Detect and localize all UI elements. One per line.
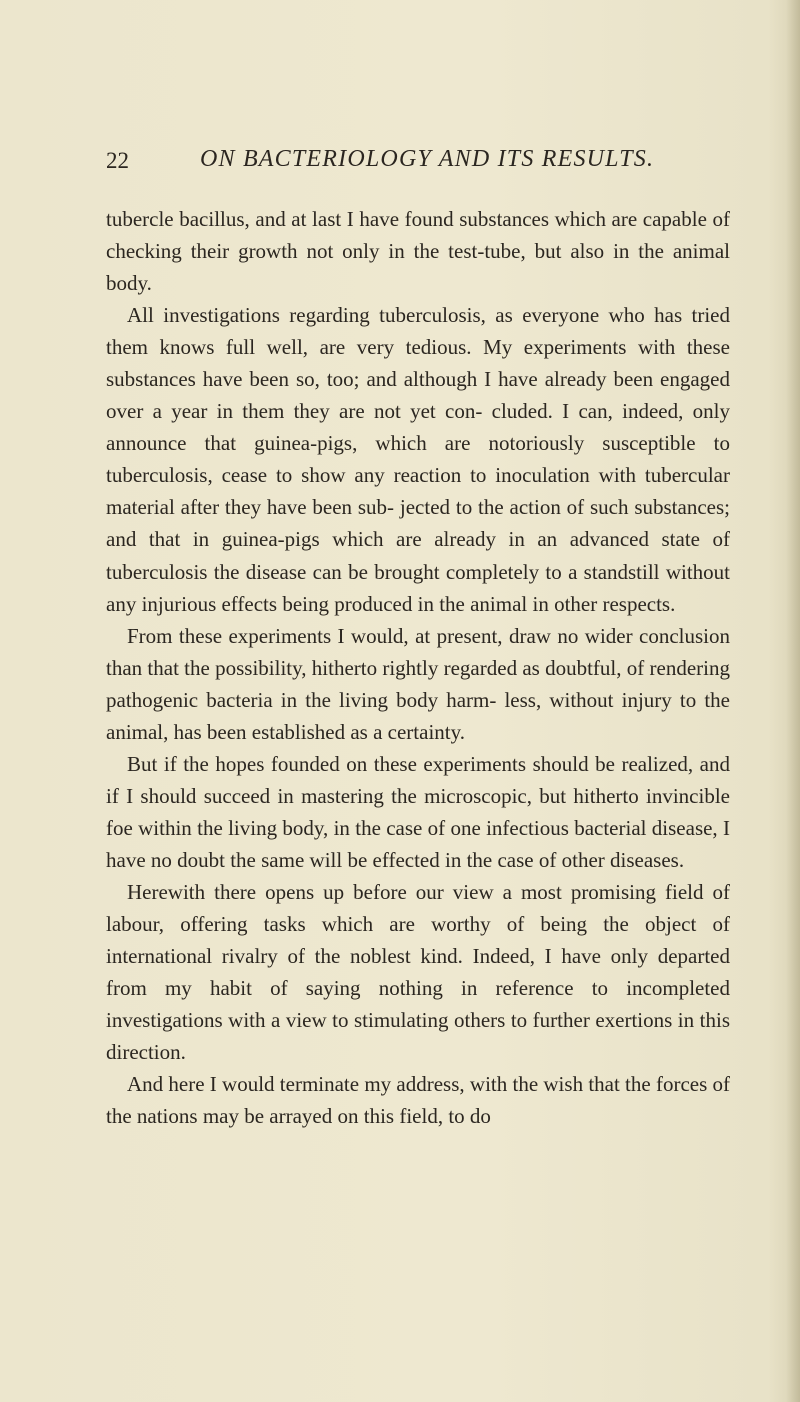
page-number: 22 — [106, 148, 129, 173]
paragraph-closing: And here I would terminate my address, with the wish that the forces of the nations may be arrayed on this field, to do — [106, 1072, 731, 1129]
paragraph-investigations: All investigations regarding tuberculosis, as everyone who has tried them knows full well, are very tedious. My experiments with these substances have been so, too; and although I have already been engaged over a year in them they are not yet con- cluded. I can, indeed, only announce that guinea-pigs, which are notoriously susceptible to tuberculosis, cease to show any reaction to inoculation with tubercular material after they have been sub- jected to the action of such substances; and that in guinea-pigs which are already in an advanced state of tuberculosis the disease can be brought completely to a standstill without any injurious effects being produced in the animal in other respects. — [106, 303, 730, 616]
paragraph-field-of-labour: Herewith there opens up before our view a most promising field of labour, offering tasks which are worthy of being the object of international rivalry of the noblest kind. Indeed, I have only departed from my habit of saying nothing in reference to incompleted investigations with a view to stimulating others to further exertions in this direction. — [106, 879, 730, 1065]
running-title: ON BACTERIOLOGY AND ITS RESULTS. — [200, 146, 655, 172]
paragraph-continuation: tubercle bacillus, and at last I have found substances which are capable of checking their growth not only in the test-tube, but also in the animal body. — [106, 207, 730, 296]
running-head — [106, 146, 666, 186]
paragraph-experiments-conclusion: From these experiments I would, at present, draw no wider conclusion than that the possibility, hitherto rightly regarded as doubtful, of rendering pathogenic bacteria in the living body harm- less, without injury to the animal, has been established as a certainty. — [106, 623, 730, 744]
paragraph-hopes: But if the hopes founded on these experiments should be realized, and if I should succeed in mastering the microscopic, but hitherto invincible foe within the living body, in the case of one infectious bacterial disease, I have no doubt the same will be effected in the case of other diseases. — [106, 751, 730, 872]
page-edge-shadow — [786, 0, 800, 1402]
body-text — [106, 203, 730, 1132]
